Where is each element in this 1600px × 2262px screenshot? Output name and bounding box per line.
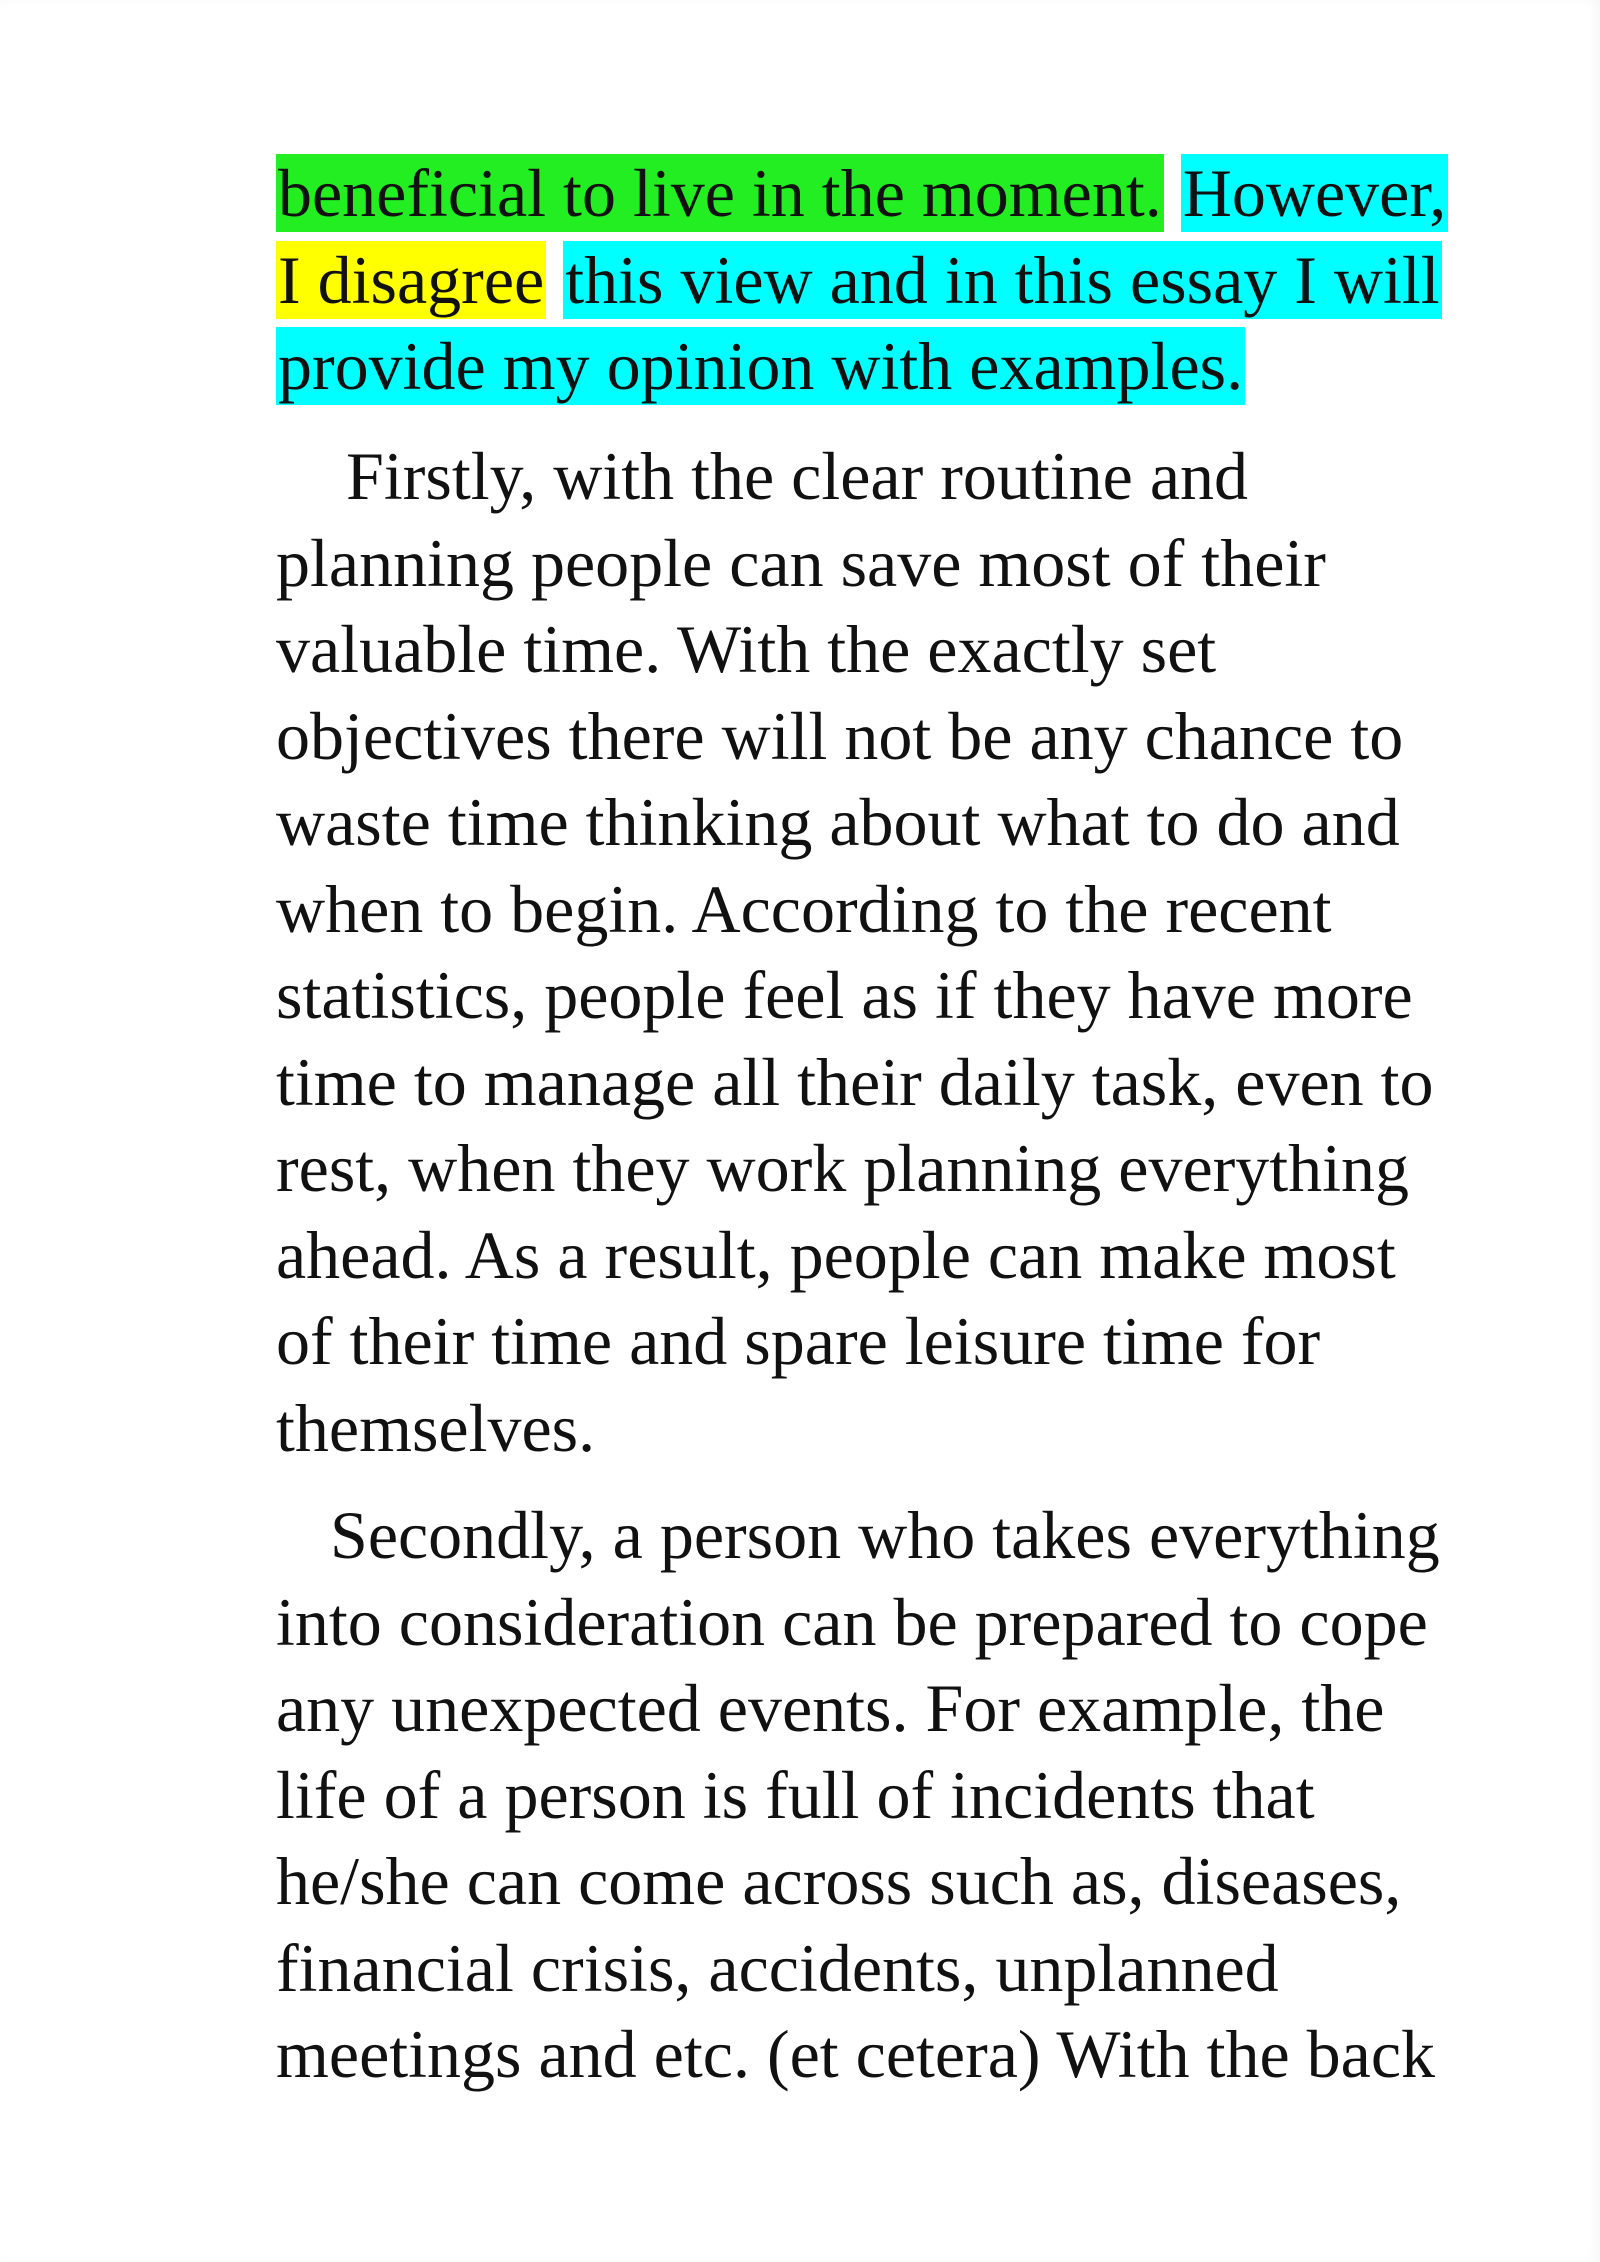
paragraph-1 <box>276 433 1516 1471</box>
green-highlight-text: beneficial to live in the moment. <box>278 155 1162 231</box>
paragraph-line: Firstly, with the clear routine and <box>346 438 1249 514</box>
intro-highlighted-text <box>276 150 1516 410</box>
paragraph-line: waste time thinking about what to do and <box>276 784 1400 860</box>
intro-line-3 <box>276 323 1516 410</box>
paragraph-line: Secondly, a person who takes everything <box>330 1497 1440 1573</box>
paragraph-line: any unexpected events. For example, the <box>276 1670 1385 1746</box>
yellow-highlight-text: I disagree <box>278 241 545 318</box>
paragraph-2 <box>276 1492 1516 2098</box>
paragraph-line: planning people can save most of their <box>276 524 1326 601</box>
paragraph-line: objectives there will not be any chance to <box>276 697 1404 774</box>
paragraph-line: of their time and spare leisure time for <box>276 1303 1321 1379</box>
cyan-highlight-text: However, <box>1182 155 1447 231</box>
paragraph-line: into consideration can be prepared to cope <box>276 1583 1428 1660</box>
paragraph-line: time to manage all their daily task, even to <box>276 1043 1434 1120</box>
intro-line-2 <box>276 237 1516 324</box>
cyan-highlight-text: provide my opinion with examples. <box>278 328 1244 404</box>
cyan-highlight-text: this view and in this essay I will <box>565 241 1440 318</box>
paragraph-line: he/she can come across such as, diseases, <box>276 1843 1402 1919</box>
paragraph-line: when to begin. According to the recent <box>276 870 1332 947</box>
paragraph-line: statistics, people feel as if they have more <box>276 957 1413 1033</box>
paragraph-line: themselves. <box>276 1389 596 1466</box>
paragraph-line: life of a person is full of incidents that <box>276 1756 1315 1833</box>
paragraph-line: ahead. As a result, people can make most <box>276 1216 1396 1293</box>
paragraph-line: rest, when they work planning everything <box>276 1130 1410 1206</box>
paragraph-line: meetings and etc. (et cetera) With the back <box>276 2016 1436 2092</box>
intro-line-1 <box>276 150 1516 237</box>
paragraph-line: financial crisis, accidents, unplanned <box>276 1929 1279 2006</box>
paragraph-line: valuable time. With the exactly set <box>276 611 1217 687</box>
